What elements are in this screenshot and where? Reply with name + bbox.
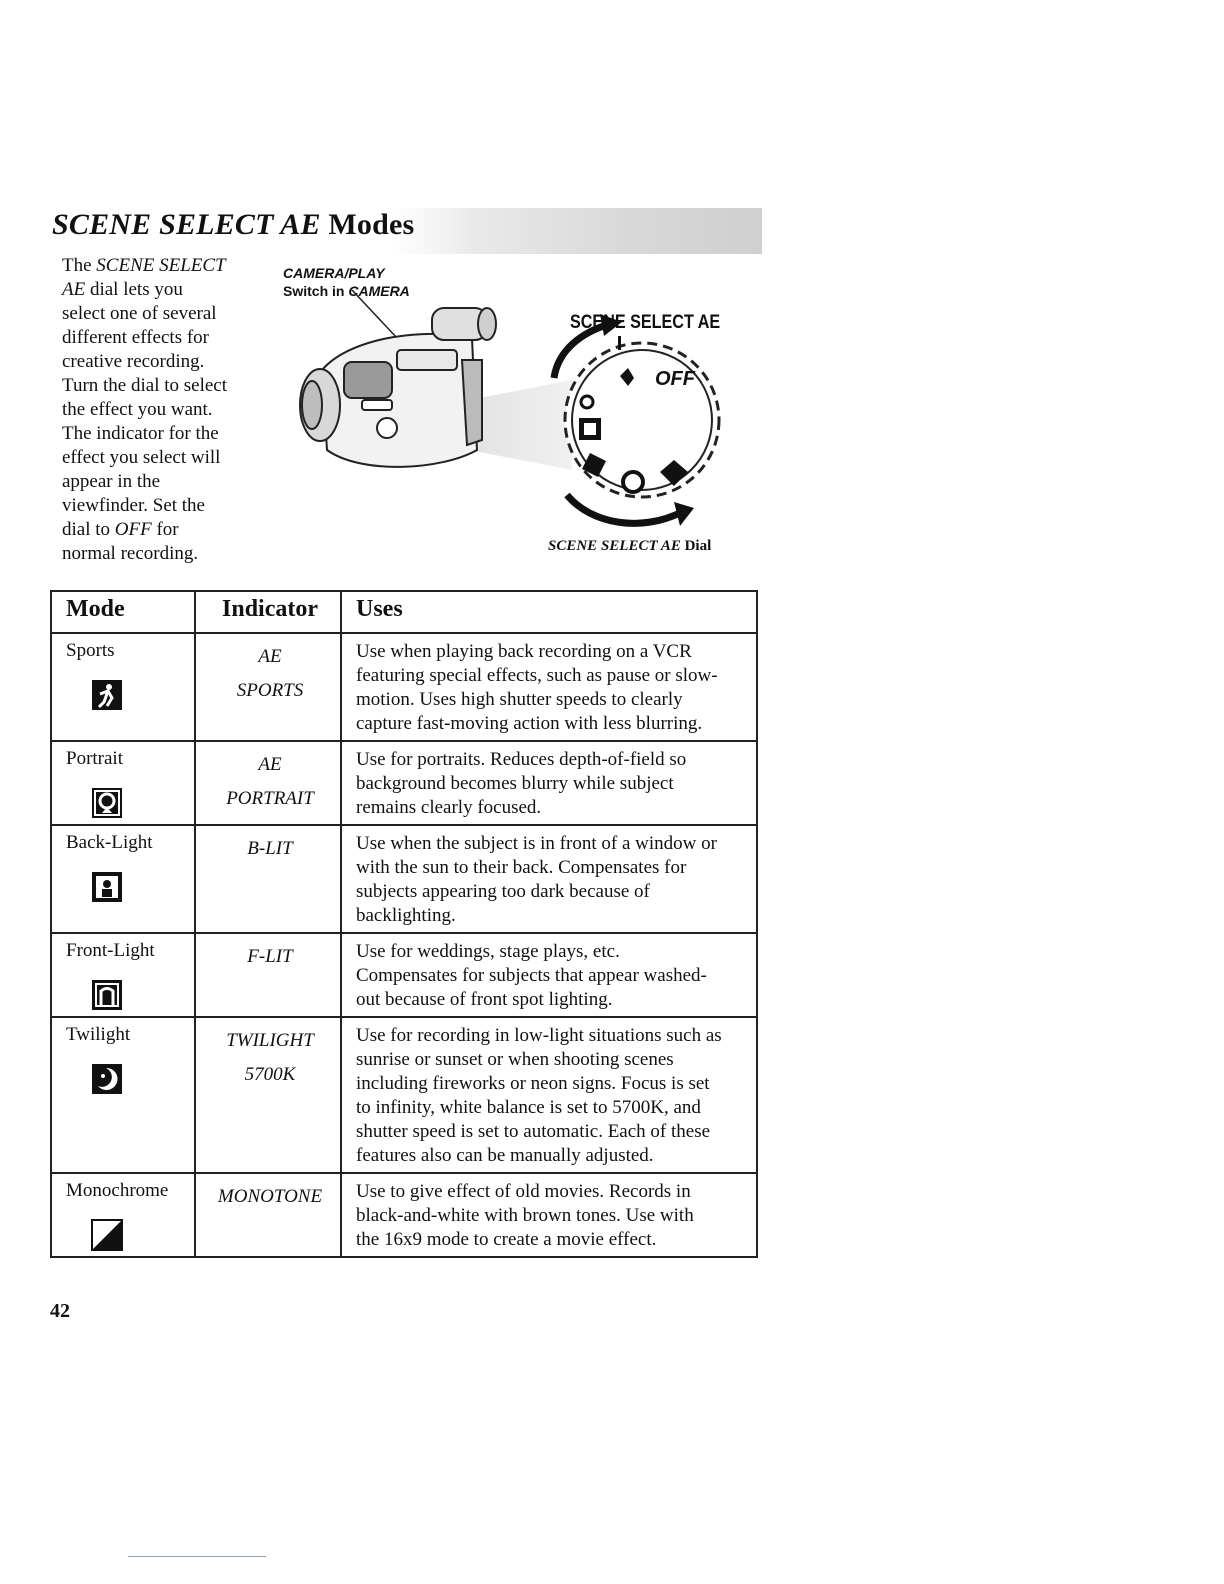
indicator-text: 5700K xyxy=(244,1064,296,1085)
uses-text: background becomes blurry while subject xyxy=(356,773,674,794)
mode-cell xyxy=(51,933,195,1017)
uses-text: backlighting. xyxy=(356,905,456,926)
intro-line: dial to OFF for xyxy=(62,519,179,540)
uses-text: motion. Uses high shutter speeds to clearly xyxy=(356,689,683,710)
uses-cell xyxy=(341,1173,757,1257)
header-mode: Mode xyxy=(51,591,195,633)
indicator-text: PORTRAIT xyxy=(226,788,314,809)
scene-select-label: SCENE SELECT AE xyxy=(570,312,721,333)
intro-line: creative recording. xyxy=(62,351,205,372)
back-light-icon xyxy=(90,870,124,904)
uses-cell xyxy=(341,1017,757,1173)
indicator-cell xyxy=(195,1017,341,1173)
mode-cell xyxy=(51,1173,195,1257)
sports-icon xyxy=(90,678,124,712)
uses-cell xyxy=(341,825,757,933)
uses-cell xyxy=(341,741,757,825)
intro-line: the effect you want. xyxy=(62,399,213,420)
intro-line: effect you select will xyxy=(62,447,221,468)
mode-name: Twilight xyxy=(66,1024,131,1045)
page-number: 42 xyxy=(50,1300,70,1322)
indicator-text: TWILIGHT xyxy=(226,1030,314,1051)
uses-text: capture fast-moving action with less blurring. xyxy=(356,713,703,734)
mode-cell xyxy=(51,1017,195,1173)
table-row xyxy=(51,633,757,741)
indicator-text: SPORTS xyxy=(236,680,304,701)
intro-line: The SCENE SELECT xyxy=(62,255,226,276)
page-title: SCENE SELECT AE Modes xyxy=(52,208,415,241)
intro-line: Turn the dial to select xyxy=(62,375,227,396)
uses-text: including fireworks or neon signs. Focus is set xyxy=(356,1073,710,1094)
uses-text: shutter speed is set to automatic. Each of these xyxy=(356,1121,711,1142)
intro-line: appear in the xyxy=(62,471,161,492)
indicator-text: AE xyxy=(258,646,282,667)
indicator-cell xyxy=(195,741,341,825)
uses-text: sunrise or sunset or when shooting scenes xyxy=(356,1049,674,1070)
table-row xyxy=(51,933,757,1017)
mode-name: Sports xyxy=(66,640,115,661)
table-row xyxy=(51,1173,757,1257)
table-header-row xyxy=(51,591,757,633)
intro-line: different effects for xyxy=(62,327,209,348)
uses-cell xyxy=(341,633,757,741)
indicator-cell xyxy=(195,633,341,741)
uses-text: out because of front spot lighting. xyxy=(356,989,613,1010)
indicator-text: MONOTONE xyxy=(217,1186,323,1207)
uses-text: the 16x9 mode to create a movie effect. xyxy=(356,1229,657,1250)
camera-switch-label: CAMERA/PLAY Switch in CAMERA xyxy=(283,265,410,299)
mode-cell xyxy=(51,741,195,825)
modes-table xyxy=(50,590,758,1258)
mode-name: Front-Light xyxy=(66,940,155,961)
indicator-text: B-LIT xyxy=(247,838,293,859)
table-row xyxy=(51,741,757,825)
intro-line: select one of several xyxy=(62,303,217,324)
uses-text: featuring special effects, such as pause or slow- xyxy=(356,665,718,686)
uses-text: with the sun to their back. Compensates for xyxy=(356,857,687,878)
mode-name: Monochrome xyxy=(66,1180,169,1201)
mode-cell xyxy=(51,633,195,741)
dial-caption: SCENE SELECT AE Dial xyxy=(548,538,712,554)
front-light-icon xyxy=(90,978,124,1012)
footer-rule xyxy=(128,1556,266,1557)
indicator-cell xyxy=(195,825,341,933)
intro-line: AE dial lets you xyxy=(62,279,183,300)
uses-text: subjects appearing too dark because of xyxy=(356,881,650,902)
uses-text: remains clearly focused. xyxy=(356,797,542,818)
uses-text: features also can be manually adjusted. xyxy=(356,1145,654,1166)
mode-name: Portrait xyxy=(66,748,123,769)
twilight-icon xyxy=(90,1062,124,1096)
uses-text: Use when playing back recording on a VCR xyxy=(356,641,692,662)
mode-name: Back-Light xyxy=(66,832,153,853)
indicator-text: AE xyxy=(258,754,282,775)
intro-line: The indicator for the xyxy=(62,423,219,444)
indicator-text: F-LIT xyxy=(247,946,293,967)
uses-cell xyxy=(341,933,757,1017)
uses-text: Use for weddings, stage plays, etc. xyxy=(356,941,620,962)
twilight-dial-icon xyxy=(623,472,643,492)
mode-cell xyxy=(51,825,195,933)
header-uses: Uses xyxy=(341,591,757,633)
table-row xyxy=(51,1017,757,1173)
uses-text: Use for recording in low-light situations such as xyxy=(356,1025,722,1046)
intro-text xyxy=(62,254,252,566)
indicator-cell xyxy=(195,933,341,1017)
table-row xyxy=(51,825,757,933)
monochrome-icon xyxy=(90,1218,124,1252)
intro-line: normal recording. xyxy=(62,543,199,564)
uses-text: Use for portraits. Reduces depth-of-field so xyxy=(356,749,687,770)
uses-text: to infinity, white balance is set to 5700K, and xyxy=(356,1097,701,1118)
portrait-icon xyxy=(90,786,124,820)
scene-select-dial xyxy=(554,314,719,526)
camcorder-icon xyxy=(300,308,496,467)
header-indicator: Indicator xyxy=(195,591,341,633)
arrow-down-icon xyxy=(567,495,682,523)
indicator-cell xyxy=(195,1173,341,1257)
uses-text: Use when the subject is in front of a window or xyxy=(356,833,717,854)
uses-text: Use to give effect of old movies. Records in xyxy=(356,1181,691,1202)
dial-off-label: OFF xyxy=(655,368,695,390)
uses-text: Compensates for subjects that appear washed- xyxy=(356,965,707,986)
uses-text: black-and-white with brown tones. Use with xyxy=(356,1205,694,1226)
intro-line: viewfinder. Set the xyxy=(62,495,205,516)
